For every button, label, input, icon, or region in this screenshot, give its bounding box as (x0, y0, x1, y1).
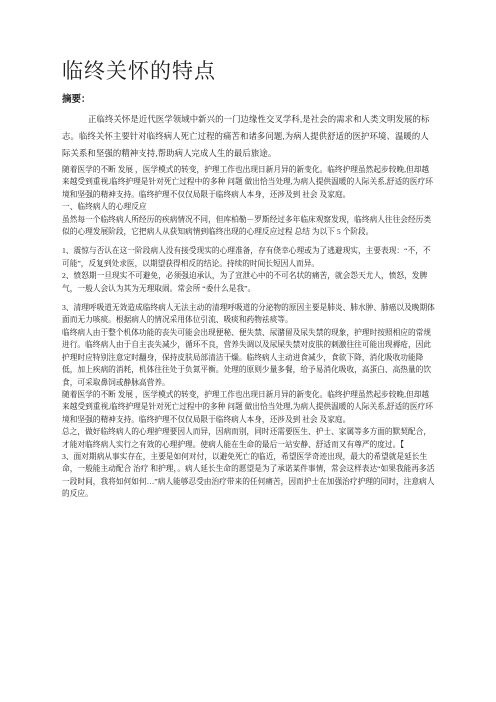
abstract-text: 正临终关怀是近代医学领域中新兴的一门边缘性交叉学科,是社会的需求和人类文明发展的标志。临终关怀主要针对临终病人死亡过程的痛苦和诸多问题,为病人提供舒适的医护环境、温暖的人际关系和坚强的精神支持,帮助病人完成人生的最后旅途。 (62, 114, 430, 158)
paragraph-stage-1: 1、震惊与否认在这一阶段病人没有接受现实的心理准备，存有侥幸心理或为了逃避现实，主要表现：“不，不可能”，反复到处求医，以期望获得相反的结论。持续的时间长短因人而异。 (62, 246, 431, 268)
paragraph-stage-2: 2、愤怒期一旦现实不可避免，必须强迫承认，为了宣泄心中的不可名状的痛苦，就会怨天尤人，愤怒，发脾气，一般人会认为其为无理取闹。常会所 “委什么是我”。 (62, 271, 428, 293)
paragraph-summary: 总之，做好临终病人的心理护理要因人而异，因病而别，同时还需要医生、护士、家属等多方面的默契配合，才能对临终病人实行之有效的心理护理。使病人能在生命的最后一站安静、舒适而又有尊严的度过。【 (62, 427, 432, 449)
section-heading: 一、临终病人的心理反应 (62, 202, 147, 212)
paragraph-care: 临终病人由于整个机体功能的丧失可能会出现便秘、便失禁、尿潴留及尿失禁的现象，护理时按照相应的常规进行。临终病人由于自主丧失减少，循环不良，营养失调以及尿屎失禁对皮肤的刺激往往可能出现褥疮，因此护理时应特别注意定时翻身，保持皮肤局部清洁干燥。临终病人主动进食减少，食欲下降，消化吸收功能降低，加上疾病的消耗，机体往往处于负氮平衡。处理的原则少量多餐，给予易消化吸收，高蛋白、高热量的饮食，可采取鼻饲或静脉高营养。 (62, 327, 432, 387)
page-title: 临终关怀的特点 (62, 60, 216, 83)
paragraph-stage-3: 3、面对期病从事实存在，主要是如何对付，以避免死亡的临近，希望医学奇迹出现，最大的希望就是延长生命，一般能主动配合 治疗 和护理，。病人延长生命的愿望是为了承诺某件事情，常会这样表达“如果我能再多活一段时间，我将如何如何…”病人能够忍受由治疗带来的任何痛苦，因而护士在加强治疗护理的同时，注意病人的反应。 (62, 451, 435, 499)
paragraph-stages: 虽然每一个临终病人所经历的疾病情况不同，但库柏勒－罗斯经过多年临床观察发现，临终病人往往会经历类似的心理发展阶段，它把病人从获知病情到临终出现的心理反应过程 总结 为以下 5 个阶段。 (62, 214, 432, 237)
paragraph-intro: 随着医学的不断 发展 ，医学模式的转变，护理工作也出现日新月异的新变化。临终护理虽然起步较晚,但却越来越受到重视,临终护理是针对死亡过程中的多种 问题 做出恰当处理,为病人提供温暖的人际关系,舒适的医疗环境和坚强的精神支持。临终护理不仅仅局限于临终病人本身，还涉及到 社会 及家庭。 (62, 165, 433, 199)
body-text (62, 164, 436, 501)
paragraph-airway: 3、清理呼吸道无效造成临终病人无法主动的清理呼吸道的分泌物的原因主要是肺炎、肺水肿、肺癌以及晚期体面而无力咳痰。根据病人的情况采用体位引流、吸痰和药物祛痰等。 (62, 303, 435, 325)
abstract-label: 摘要： (62, 94, 91, 105)
paragraph-intro-repeat: 随着医学的不断 发展 ，医学模式的转变，护理工作也出现日新月异的新变化。临终护理虽然起步较晚,但却越来越受到重视,临终护理是针对死亡过程中的多种 问题 做出恰当处理,为病人提供温暖的人际关系,舒适的医疗环境和坚强的精神支持。临终护理不仅仅局限于临终病人本身，还涉及到 社会 及家庭。 (62, 389, 433, 424)
